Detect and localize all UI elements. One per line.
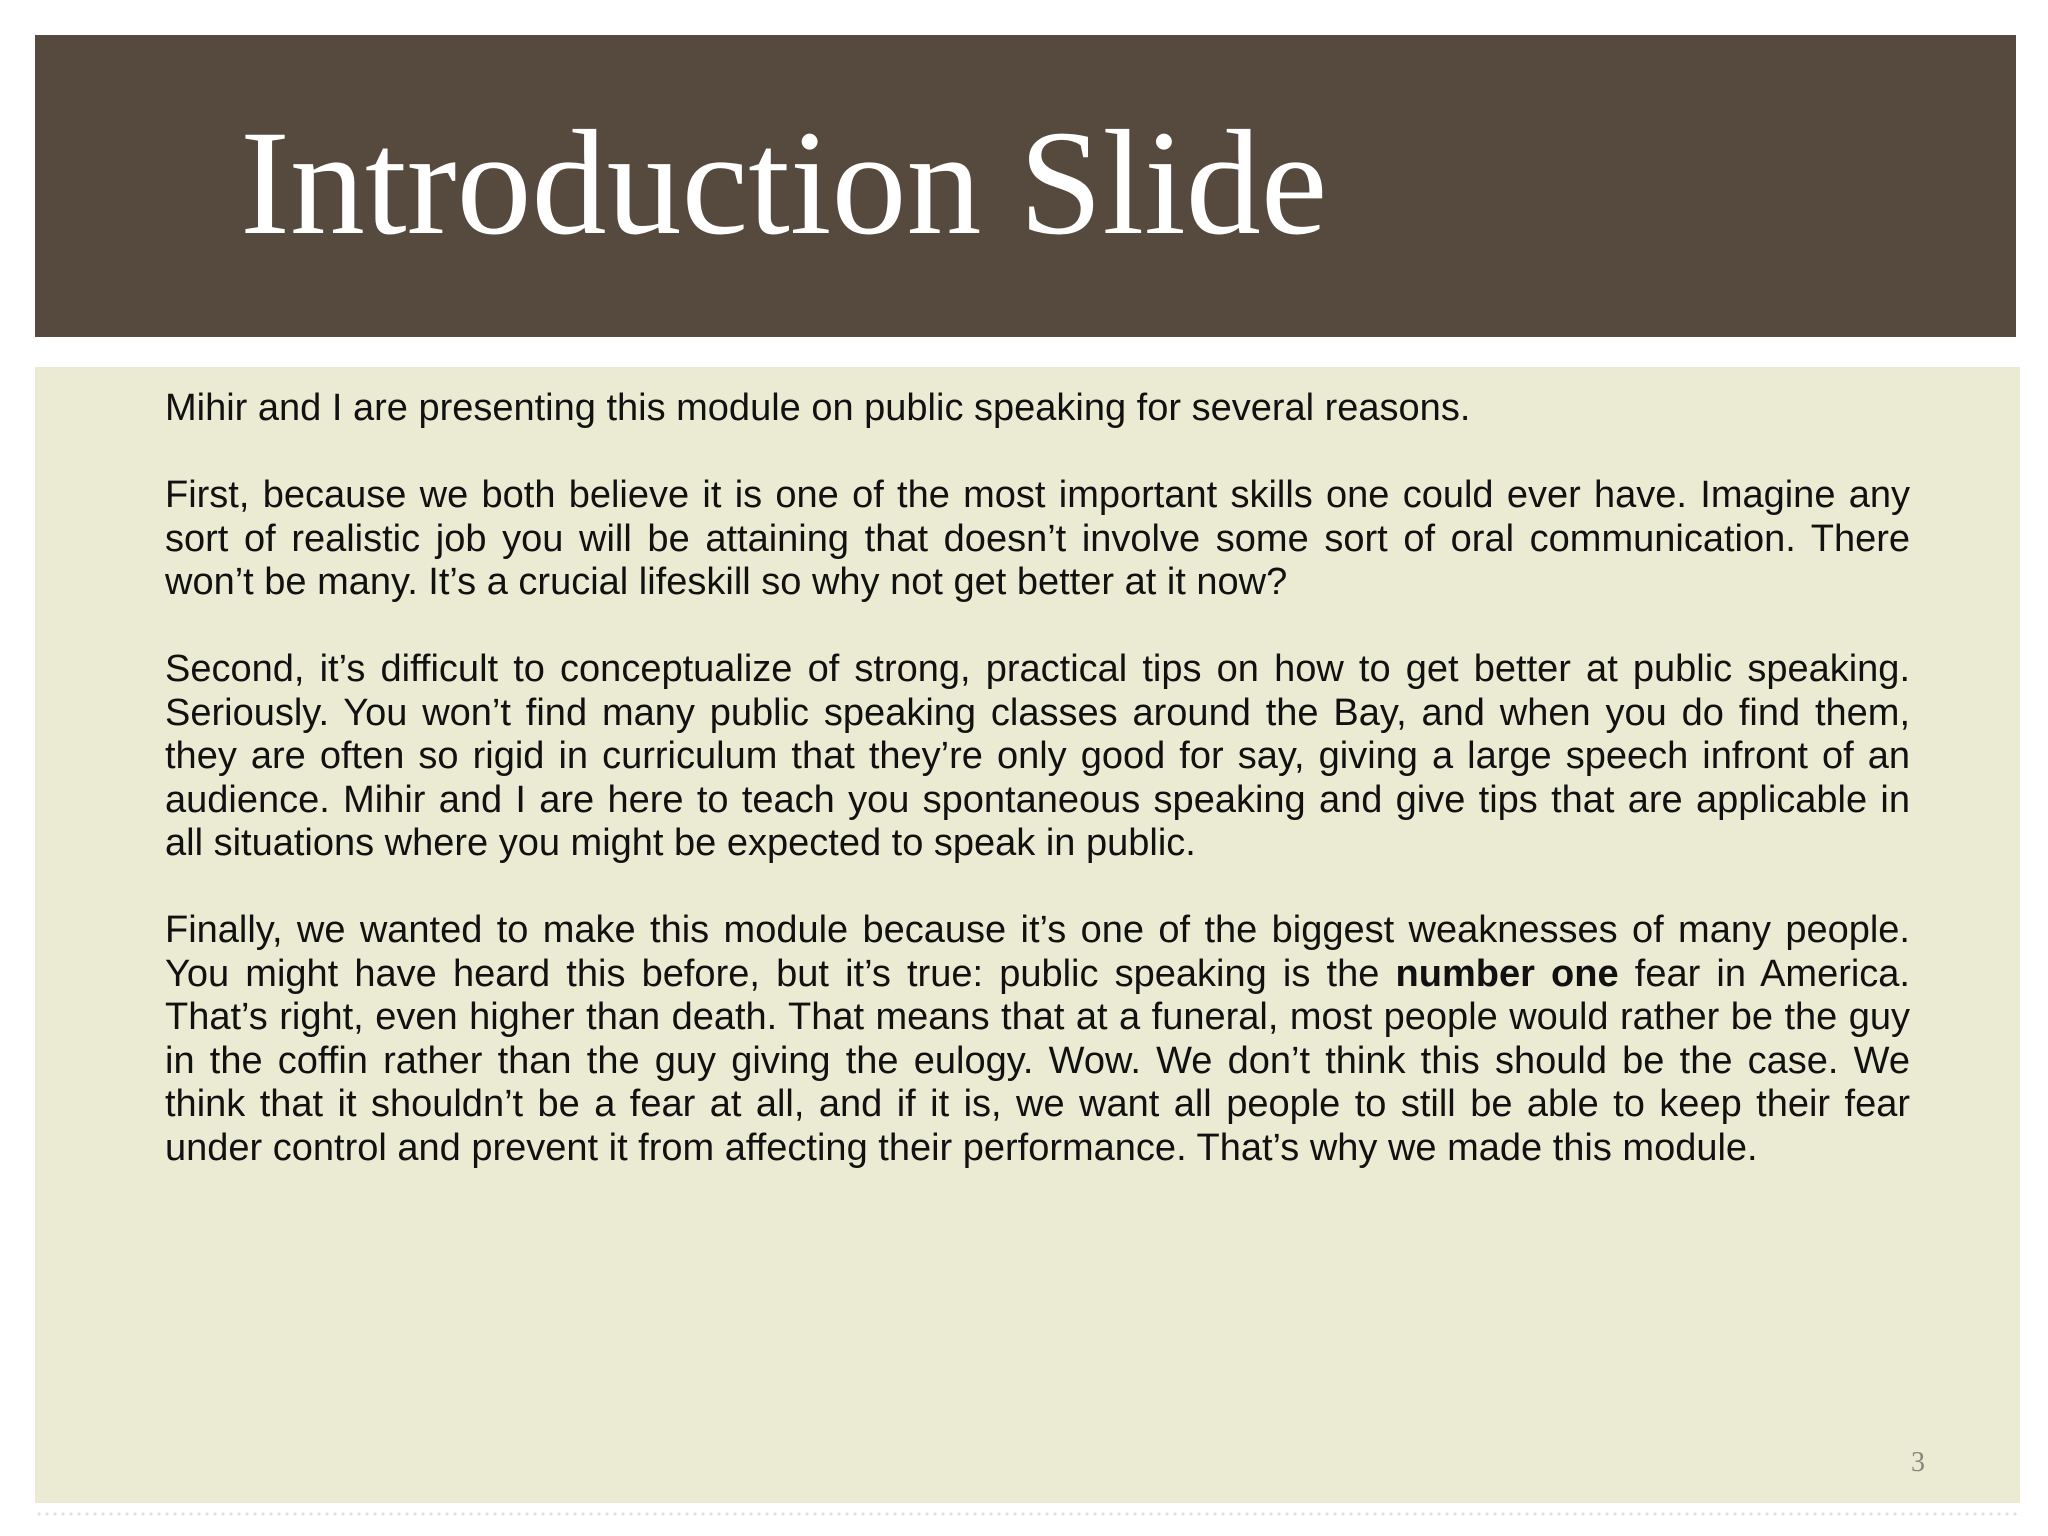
paragraph-final-reason-start: Finally, we wanted to make this module because it’s one of the biggest weaknesses of many people. You might have heard this before, but it’s true: public speaking is the <box>165 909 1910 995</box>
paragraph-intro: Mihir and I are presenting this module on public speaking for several reasons. <box>165 387 1471 429</box>
body-text <box>165 387 1910 1214</box>
slide-title: Introduction Slide <box>240 100 1328 266</box>
emphasis-number-one: number one <box>1395 952 1619 995</box>
paragraph-final-reason-end: fear in America. That’s right, even higher than death. That means that at a funeral, most people would rather be the guy in the coffin rather than the guy giving the eulogy. Wow. We don’t think this should be the case. We think that it shouldn’t be a fear at all, and if it is, we want all people to still be able to keep their fear under control and prevent it from affecting their performance. That’s why we made this module. <box>165 952 1910 1169</box>
body-panel <box>35 367 2020 1503</box>
slide-number: 3 <box>1911 1447 1925 1478</box>
paragraph-second-reason: Second, it’s difficult to conceptualize of strong, practical tips on how to get better at public speaking. Seriously. You won’t find many public speaking classes around the Bay, and when you do find them, they are often so rigid in curriculum that they’re only good for say, giving a large speech infront of an audience. Mihir and I are here to teach you spontaneous speaking and give tips that are applicable in all situations where you might be expected to speak in public. <box>165 648 1910 864</box>
paragraph-final-reason <box>165 909 1910 1170</box>
bottom-dotted-border <box>35 1511 2020 1517</box>
paragraph-first-reason: First, because we both believe it is one of the most important skills one could ever have. Imagine any sort of realistic job you will be attaining that doesn’t involve some sort of oral communication. There won’t be many. It’s a crucial lifeskill so why not get better at it now? <box>165 474 1910 603</box>
